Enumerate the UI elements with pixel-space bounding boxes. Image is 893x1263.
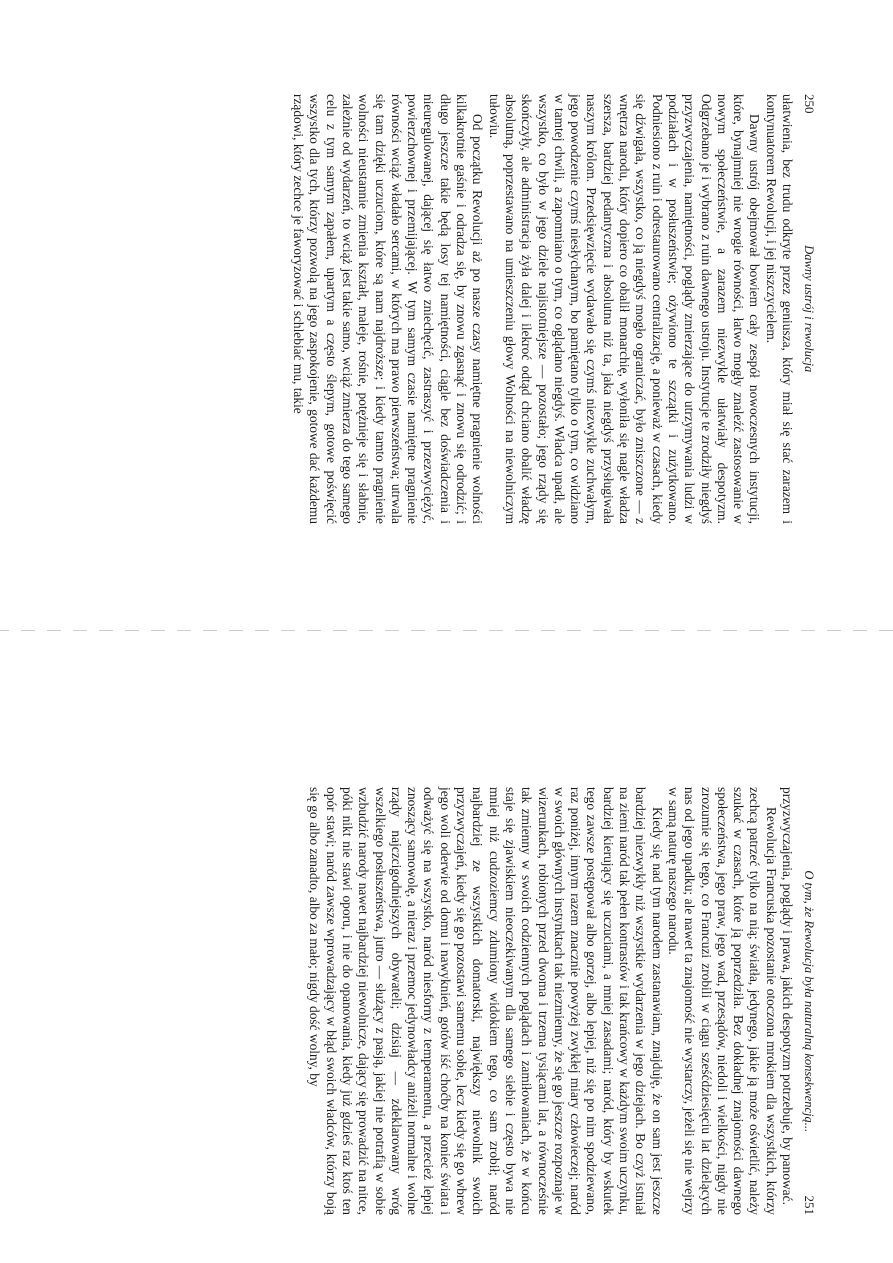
right-page [0,631,893,1263]
paragraph: Od początku Rewolucji aż po nasze czasy namiętne pragnienie wolności kilkakrotnie gaśnie i odradza się, by znowu zgasnąć i znowu się odrodzić; i długo jeszcze takie będą losy tej namiętności, ciągle bez doświadczenia i nieuregulowanej, dającej się łatwo zniechęcić, zastraszyć i przezwyciężyć, powierzchownej i przemijającej. W tym samym czasie namiętne pragnienie równości wciąż władało sercami, w których ma prawo pierwszeństwa; utrwala się tam dzięki uczuciom, które są nam najdroższe; i kiedy tamto pragnienie wolności nieustannie zmienia kształt, maleje, rośnie, potężnieje się i słabnie, zależnie od wydarzeń, to wciąż jest takie samo, wciąż zmierza do tego samego celu z tym samym zapałem, upartym a często ślepym, gotowe poświęcić wszystko dla tych, którzy pozwolą na jego zaspokojenie, gotowe dać każdemu rządowi, który zechce je faworyzować i schlebiać mu, takie [291,94,486,524]
right-running-head [801,787,817,1215]
running-head-title: Dawny ustrój i rewolucja [802,245,816,373]
left-page-text [290,94,795,524]
paragraph: Rewolucja Francuska pozostanie otoczona mrokiem dla wszystkich, którzy zechcą patrzeć tylko na nią; światła, jedynego, jakie ją może oświetlić, należy szukać w czasach, które ją poprzedziła. Bez dokładnej znajomości dawnego społeczeństwa, jego praw, jego wad, przesądów, niedoli i wielkości, nigdy nie zrozumie się tego, co Francuzi zrobili w ciągu sześćdziesięciu lat dzielących nas od jego upadku; ale nawet ta znajomość nie wystarczy, jeżeli się nie wejrzy w samą naturę naszego narodu. [665,787,779,1215]
left-page [0,0,893,631]
running-head-title: O tym, że Rewolucja była naturalną konsekwencją... [802,870,816,1133]
page-number: 250 [802,94,817,114]
page-number: 251 [802,1195,817,1215]
right-page-text [306,787,795,1215]
paragraph: ułatwienia, bez trudu odkryte przez geniusza, który miał się stać zarazem i kontynuatorem Rewolucji, i jej niszczycielem. [763,94,795,524]
left-running-head [801,94,817,524]
paragraph: Kiedy się nad tym narodem zastanawiam, znajduję, że on sam jest jeszcze bardziej niezwykły niż wszystkie wydarzenia w jego dziejach. Bo czyż istniał na ziemi naród tak pełen kontrastów i tak krańcowy w każdym swoim uczynku, bardziej kierujący się uczuciami, a mniej zasadami; naród, który by wskutek tego zawsze postępował albo gorzej, albo lepiej, niż się po nim spodziewano, raz poniżej, innym razem znacznie powyżej zwykłej miary człowieczej; naród w swoich głównych instynktach tak niezmienny, że się go jeszcze rozpoznaje w wizerunkach, robionych przed dwoma i trzema tysiącami lat, a równocześnie tak zmienny w swoich codziennych poglądach i zamiłowaniach, że w końcu staje się zjawiskiem nieoczekiwanym dla samego siebie i często bywa nie mniej niż cudzoziemcy zdumiony widokiem tego, co sam zrobił; naród najbardziej ze wszystkich domatorski, największy niewolnik swoich przyzwyczajeń, kiedy się go pozostawi samemu sobie, lecz kiedy się go wbrew jego woli oderwie od domu i nawyknień, gotów iść choćby na koniec świata i odważyć się na wszystko, naród niesforny z temperamentu, a przecież lepiej znoszący samowolę, a nieraz i przemoc jedynowładcy aniżeli normalne i wolne rządy najczcigodniejszych obywateli; dzisiaj — zdeklarowany wróg wszelkiego posłuszeństwa, jutro — służący z pasją, jakiej nie potrafią w sobie wzbudzić narody nawet najbardziej niewolnicze, dający się prowadzić na nitce, póki nikt nie stawi oporu, i nie do opanowania, kiedy już gdzieś raz ktoś ten opór stawi; naród zawsze wprowadzający w błąd swoich władców, którzy boją się go albo zanadto, albo za mało; nigdy dość wolny, by [307,787,665,1215]
paragraph: Dawny ustrój obejmował bowiem cały zespół nowoczesnych instytucji, które, bynajmniej nie wrogie równości, łatwo mogły znaleźć zastosowanie w nowym społeczeństwie, a zarazem niezwykle ułatwiały despotyzm. Odgrzebano je i wybrano z ruin dawnego ustroju. Instytucje te zrodziły niegdyś przyzwyczajenia, namiętności, poglądy zmierzające do utrzymywania ludzi w podziałach i w posłuszeństwie; ożywiono te szczątki i zużytkowano. Podniesiono z ruin i odrestaurowano centralizację, a ponieważ w czasach, kiedy się dźwigała, wszystko, co ją niegdyś mogło ograniczać, było zniszczone — z wnętrza narodu, który dopiero co obalił monarchię, wyłoniła się nagle władza szersza, bardziej pedantyczna i absolutna niż ta, jaka niegdyś przysługiwała naszym królom. Przedsięwzięcie wydawało się czymś niezwykle zuchwałym, jego powodzenie czymś niesłychanym, bo pamiętano tylko o tym, co widziano w tamtej chwili, a zapomniano o tym, co oglądano niegdyś. Władca upadł, ale wszystko, co było w jego dziele najistotniejsze — pozostało; jego rządy się skończyły, ale administracja żyła dalej i ilekroć odtąd chciano obalić władzę absolutną, poprzestawano na umieszczeniu głowy Wolności na niewolniczym tułowiu. [486,94,763,524]
paragraph: przyzwyczajenia, poglądy i prawa, jakich despotyzm potrzebuje, by panować. [780,787,795,1205]
